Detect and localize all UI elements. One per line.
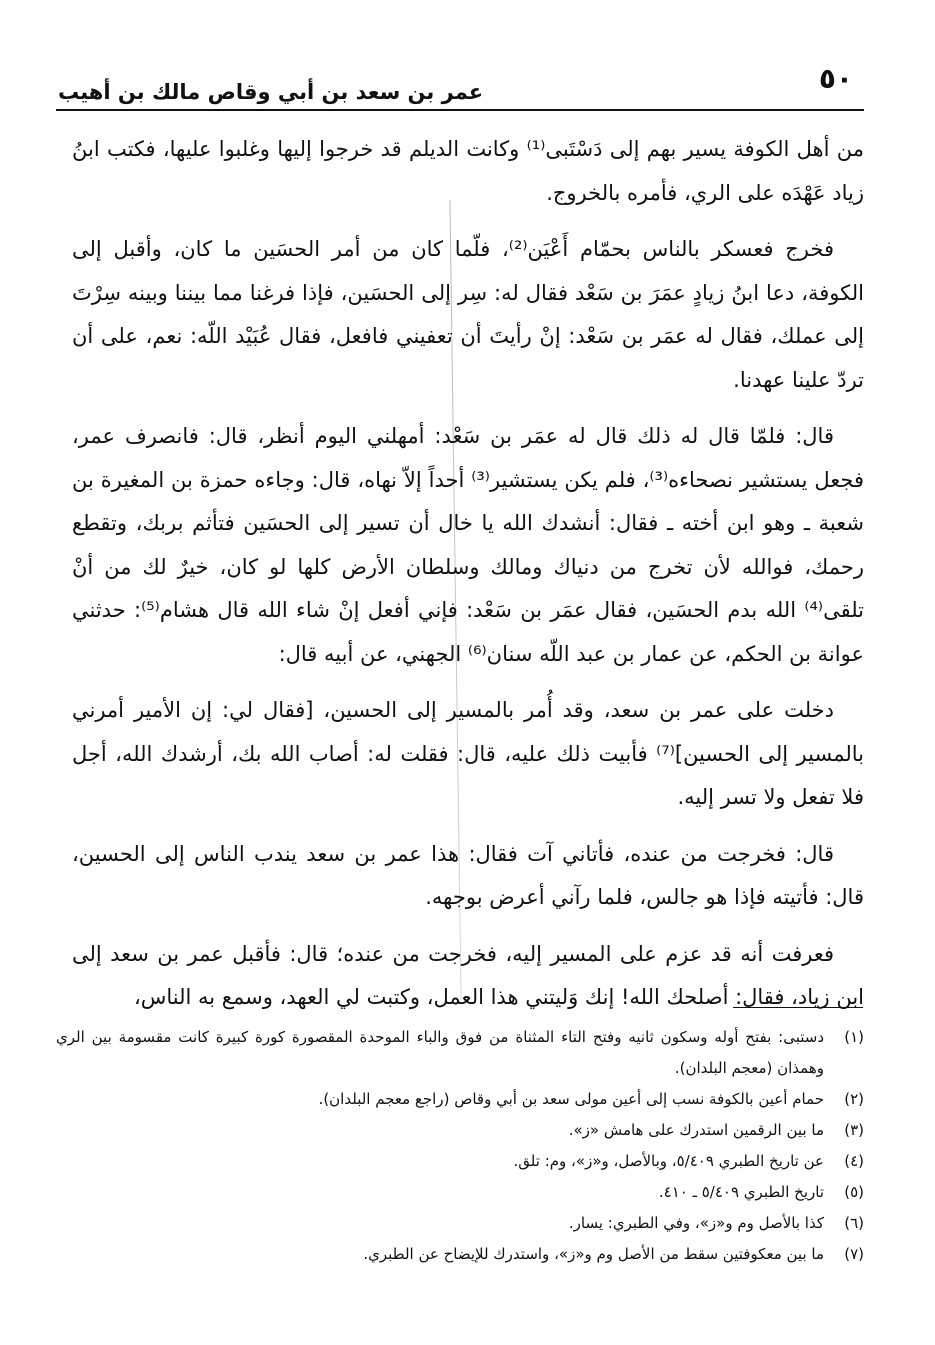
footnote [56, 1146, 864, 1177]
footnote-text: عن تاريخ الطبري ٥/٤٠٩، وبالأصل، و«ز»، وم: تلق. [513, 1152, 824, 1170]
footnote-text: تاريخ الطبري ٥/٤٠٩ ـ ٤١٠. [658, 1183, 824, 1201]
running-title: عمر بن سعد بن أبي وقاص مالك بن أهيب [58, 80, 484, 104]
footnote-text: ما بين الرقمين استدرك على هامش «ز». [568, 1121, 824, 1139]
footnote-number: (٥) [844, 1183, 864, 1201]
page-number: ٥٠ [818, 62, 853, 95]
paragraph: دخلت على عمر بن سعد، وقد أُمر بالمسير إلى الحسين، [فقال لي: إن الأمير أمرني بالمسير إلى الحسين]⁽⁷⁾ فأبيت ذلك عليه، قال: فقلت له: أصاب الله بك، أرشدك الله، أجل فلا تفعل ولا تسر إليه. [72, 698, 864, 809]
footnote-number: (٤) [844, 1152, 864, 1170]
footnote [56, 1084, 864, 1115]
paragraph: فعرفت أنه قد عزم على المسير إليه، فخرجت من عنده؛ قال: فأقبل عمر بن سعد إلى ابن زياد، فقال: أصلحك الله! إنك وَليتني هذا العمل، وكتبت لي العهد، وسمع به الناس، [72, 941, 864, 1009]
footnote [56, 1239, 864, 1270]
main-text [72, 128, 864, 1033]
paragraph: قال: فخرجت من عنده، فأتاني آت فقال: هذا عمر بن سعد يندب الناس إلى الحسين، قال: فأتيته فإذا هو جالس، فلما رآني أعرض بوجهه. [72, 841, 864, 909]
footnote-text: دستبى: بفتح أوله وسكون ثانيه وفتح التاء المثناة من فوق والباء الموحدة المقصورة كورة كبيرة كانت مقسومة بين الري وهمذان (معجم البلدان). [56, 1028, 824, 1077]
footnote [56, 1022, 864, 1084]
footnote-text: كذا بالأصل وم و«ز»، وفي الطبري: يسار. [568, 1214, 824, 1232]
header-rule [56, 109, 864, 111]
footnote-number: (٢) [844, 1090, 864, 1108]
footnote-rule [733, 1007, 863, 1008]
footnote-number: (٦) [844, 1214, 864, 1232]
footnote-number: (١) [844, 1028, 864, 1046]
footnote-number: (٣) [844, 1121, 864, 1139]
footnote-text: حمام أعين بالكوفة نسب إلى أعين مولى سعد بن أبي وقاص (راجع معجم البلدان). [318, 1090, 824, 1108]
paragraph: من أهل الكوفة يسير بهم إلى دَسْتَبى⁽¹⁾ وكانت الديلم قد خرجوا إليها وغلبوا عليها، فكتب ابنُ زياد عَهْدَه على الري، فأمره بالخروج. [72, 137, 864, 205]
footnote [56, 1208, 864, 1239]
paragraph: قال: فلمّا قال له ذلك قال له عمَر بن سَعْد: أمهلني اليوم أنظر، قال: فانصرف عمر، فجعل يستشير نصحاءه⁽³⁾، فلم يكن يستشير⁽³⁾ أحداً إلاّ نهاه، قال: وجاءه حمزة بن المغيرة بن شعبة ـ وهو ابن أخته ـ فقال: أنشدك الله يا خال أن تسير إلى الحسَين فتأثم بربك، وتقطع رحمك، فوالله لأن تخرج من دنياك ومالك وسلطان الأرض كلها لو كان، خيرٌ لك من أنْ تلقى⁽⁴⁾ الله بدم الحسَين، فقال عمَر بن سَعْد: فإني أفعل إنْ شاء الله قال هشام⁽⁵⁾: حدثني عوانة بن الحكم، عن عمار بن عبد اللّه سنان⁽⁶⁾ الجهني، عن أبيه قال: [72, 424, 864, 666]
footnote-text: ما بين معكوفتين سقط من الأصل وم و«ز»، واستدرك للإيضاح عن الطبري. [363, 1245, 824, 1263]
footnotes [56, 1022, 864, 1270]
footnote-number: (٧) [844, 1245, 864, 1263]
footnote [56, 1115, 864, 1146]
footnote [56, 1177, 864, 1208]
paragraph: فخرج فعسكر بالناس بحمّام أَعْيَن⁽²⁾، فلّما كان من أمر الحسَين ما كان، وأقبل إلى الكوفة، دعا ابنُ زيادٍ عمَرَ بن سَعْد فقال له: سِر إلى الحسَين، فإذا فرغنا مما بيننا وبينه سِرْتَ إلى عملك، فقال له عمَر بن سَعْد: إنْ رأيتَ أن تعفيني فافعل، فقال عُبَيْد اللّه: نعم، على أن تردّ علينا عهدنا. [72, 237, 864, 392]
